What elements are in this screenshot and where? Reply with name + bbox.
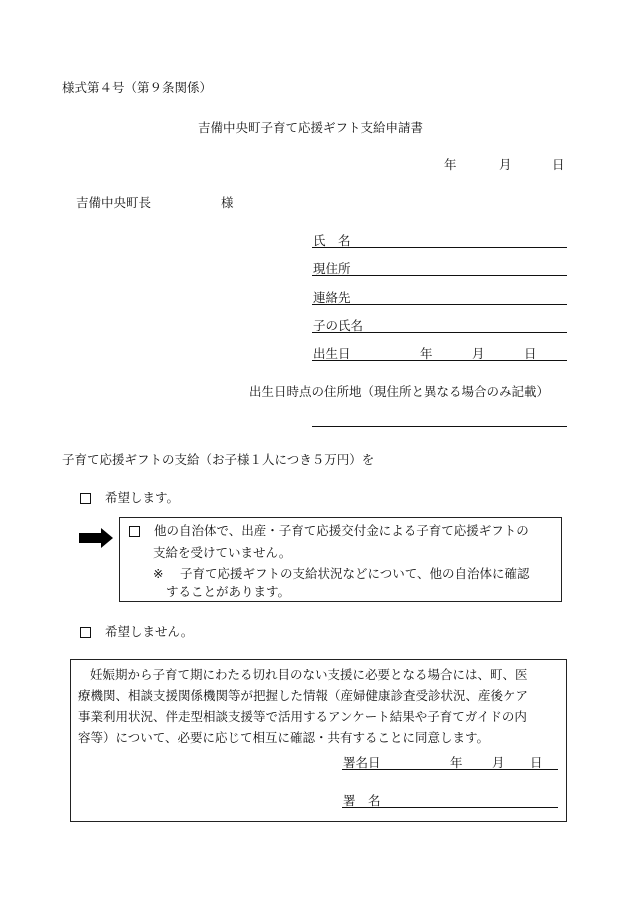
wish-checkbox[interactable] [80, 493, 91, 504]
condition-checkbox[interactable] [129, 526, 140, 537]
birth-address-label: 出生日時点の住所地（現住所と異なる場合のみ記載） [249, 384, 550, 399]
no-wish-checkbox[interactable] [80, 627, 91, 638]
sign-day-label: 日 [530, 755, 543, 770]
address-label: 現住所 [313, 261, 351, 276]
consent-line-3: 事業利用状況、伴走型相談支援等で活用するアンケート結果や子育てガイドの内 [78, 709, 527, 724]
no-wish-label: 希望しません。 [105, 624, 194, 639]
birth-address-field[interactable] [312, 426, 567, 427]
consent-line-1: 妊娠期から子育て期にわたる切れ目のない支援に必要となる場合には、町、医 [90, 667, 528, 682]
sign-month-label: 月 [492, 755, 505, 770]
sign-date-field[interactable] [342, 769, 558, 770]
form-number: 様式第４号（第９条関係） [62, 80, 213, 95]
condition-note-2: することがあります。 [166, 584, 291, 599]
condition-text-2: 支給を受けていません。 [153, 545, 292, 560]
consent-line-4: 容等）について、必要に応じて相互に確認・共有することに同意します。 [78, 730, 490, 745]
condition-note-1: 子育て応援ギフトの支給状況などについて、他の自治体に確認 [180, 566, 530, 581]
signature-label: 署 名 [343, 793, 381, 808]
option-wish[interactable] [80, 490, 179, 505]
birth-day-label: 日 [524, 346, 537, 361]
arrow-right-icon [101, 528, 113, 548]
consent-line-2: 療機関、相談支援関係機関等が把握した情報（産婦健康診査受診状況、産後ケア [78, 688, 529, 703]
child-name-label: 子の氏名 [313, 318, 364, 333]
page-title: 吉備中央町子育て応援ギフト支給申請書 [198, 120, 424, 135]
signature-field[interactable] [342, 807, 558, 808]
arrow-shaft-icon [79, 533, 102, 543]
condition-line-1[interactable] [129, 523, 529, 538]
addressee-name: 吉備中央町長 [76, 195, 152, 210]
sign-date-label: 署名日 [343, 755, 381, 770]
applicant-name-label: 氏 名 [313, 233, 351, 248]
birth-month-label: 月 [472, 346, 485, 361]
applicant-name-field[interactable] [312, 247, 567, 248]
address-field[interactable] [312, 275, 567, 276]
option-no-wish[interactable] [80, 624, 193, 639]
condition-note-mark: ※ [153, 566, 164, 581]
birth-date-label: 出生日 [313, 346, 351, 361]
addressee-honorific: 様 [221, 195, 234, 210]
wish-label: 希望します。 [105, 490, 180, 505]
child-name-field[interactable] [312, 332, 567, 333]
date-day-label: 日 [552, 157, 565, 172]
birth-date-field[interactable] [312, 360, 567, 361]
contact-field[interactable] [312, 304, 567, 305]
date-month-label: 月 [499, 157, 512, 172]
date-year-label: 年 [444, 157, 457, 172]
sign-year-label: 年 [450, 755, 463, 770]
contact-label: 連絡先 [313, 290, 351, 305]
condition-text-1: 他の自治体で、出産・子育て応援交付金による子育て応援ギフトの [154, 523, 529, 538]
birth-year-label: 年 [420, 346, 433, 361]
gift-intro-text: 子育て応援ギフトの支給（お子様１人につき５万円）を [62, 452, 375, 467]
